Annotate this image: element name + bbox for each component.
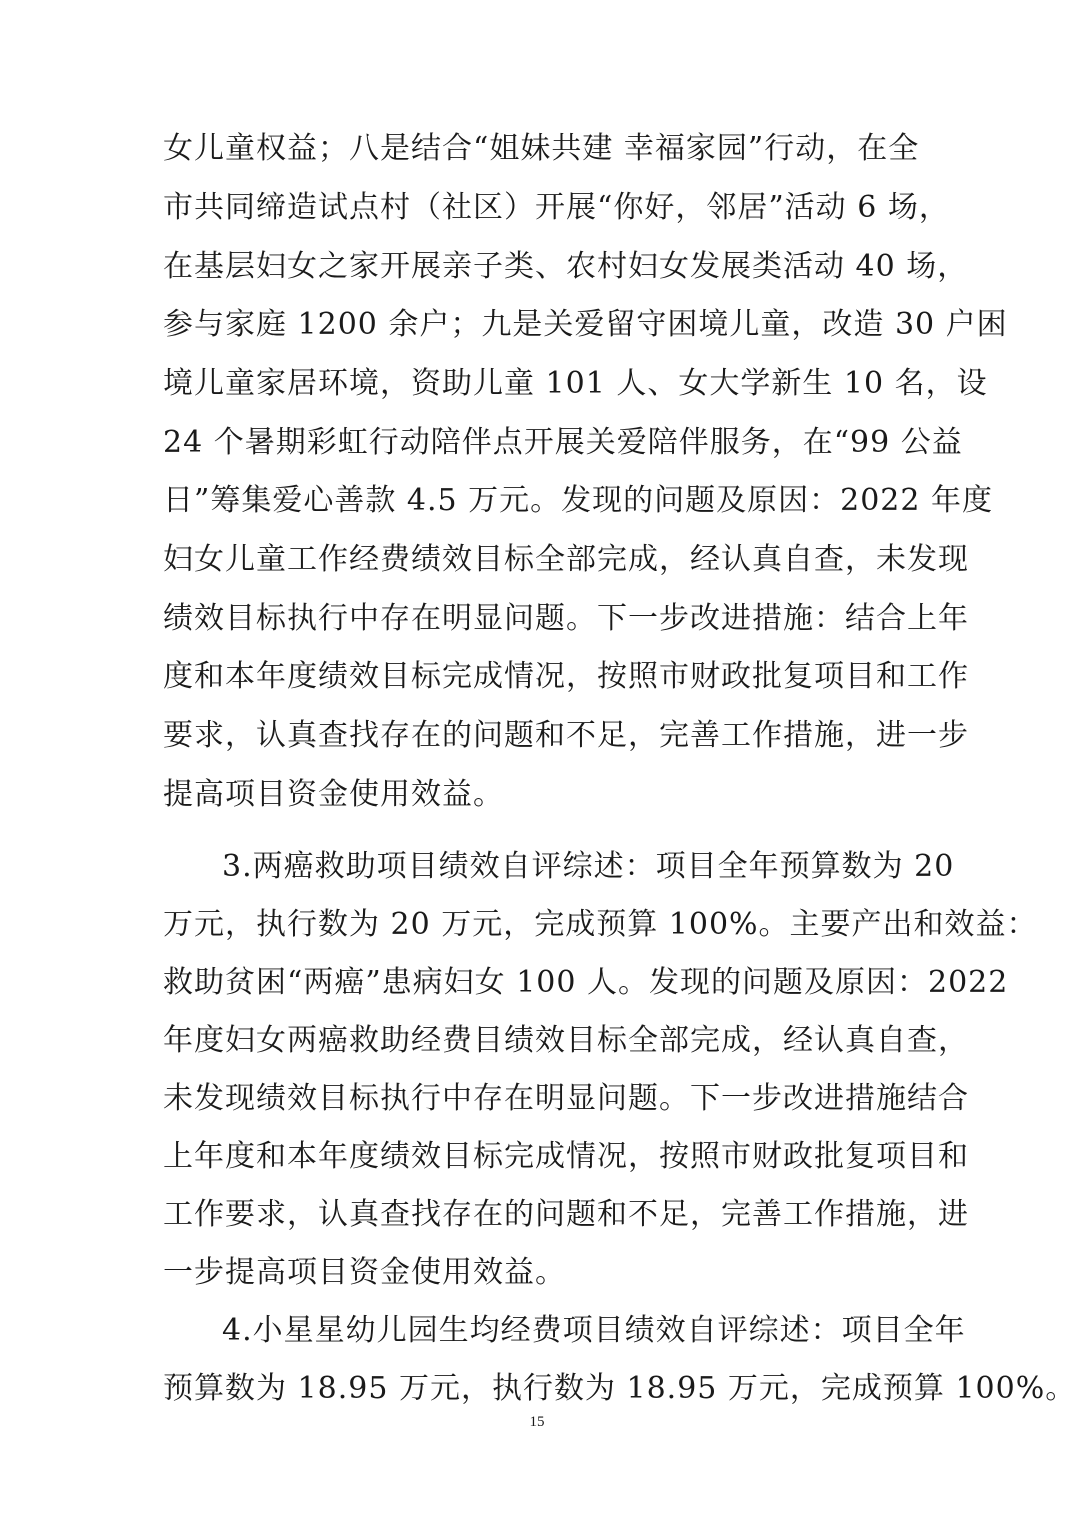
text-line-4: 参与家庭 1200 余户；九是关爱留守困境儿童，改造 30 户困 bbox=[163, 307, 1008, 342]
text-line-22: 预算数为 18.95 万元，执行数为 18.95 万元，完成预算 100%。 bbox=[163, 1371, 1076, 1406]
section-4-heading-line: 4.小星星幼儿园生均经费项目绩效自评综述：项目全年 bbox=[222, 1313, 966, 1348]
text-line-17: 未发现绩效目标执行中存在明显问题。下一步改进措施结合 bbox=[163, 1081, 969, 1116]
text-line-1: 女儿童权益；八是结合“姐妹共建 幸福家园”行动，在全 bbox=[163, 131, 920, 166]
text-line-14: 万元，执行数为 20 万元，完成预算 100%。主要产出和效益： bbox=[163, 907, 1038, 942]
text-line-11: 要求，认真查找存在的问题和不足，完善工作措施，进一步 bbox=[163, 718, 969, 753]
text-line-16: 年度妇女两癌救助经费目绩效目标全部完成，经认真自查， bbox=[163, 1023, 969, 1058]
text-line-8: 妇女儿童工作经费绩效目标全部完成，经认真自查，未发现 bbox=[163, 542, 969, 577]
text-line-19: 工作要求，认真查找存在的问题和不足，完善工作措施，进 bbox=[163, 1197, 969, 1232]
text-line-10: 度和本年度绩效目标完成情况，按照市财政批复项目和工作 bbox=[163, 659, 969, 694]
page-number: 15 bbox=[529, 1414, 545, 1430]
text-line-9: 绩效目标执行中存在明显问题。下一步改进措施：结合上年 bbox=[163, 601, 969, 636]
text-line-15: 救助贫困“两癌”患病妇女 100 人。发现的问题及原因：2022 bbox=[163, 965, 1009, 1000]
text-line-6: 24 个暑期彩虹行动陪伴点开展关爱陪伴服务，在“99 公益 bbox=[163, 425, 963, 460]
text-line-18: 上年度和本年度绩效目标完成情况，按照市财政批复项目和 bbox=[163, 1139, 969, 1174]
text-line-12: 提高项目资金使用效益。 bbox=[163, 777, 504, 812]
text-line-20: 一步提高项目资金使用效益。 bbox=[163, 1255, 566, 1290]
text-line-5: 境儿童家居环境，资助儿童 101 人、女大学新生 10 名，设 bbox=[163, 366, 988, 401]
section-3-heading-line: 3.两癌救助项目绩效自评综述：项目全年预算数为 20 bbox=[222, 849, 955, 884]
text-line-2: 市共同缔造试点村（社区）开展“你好，邻居”活动 6 场， bbox=[163, 190, 950, 225]
text-line-7: 日”筹集爱心善款 4.5 万元。发现的问题及原因：2022 年度 bbox=[163, 483, 994, 518]
text-line-3: 在基层妇女之家开展亲子类、农村妇女发展类活动 40 场， bbox=[163, 249, 969, 284]
